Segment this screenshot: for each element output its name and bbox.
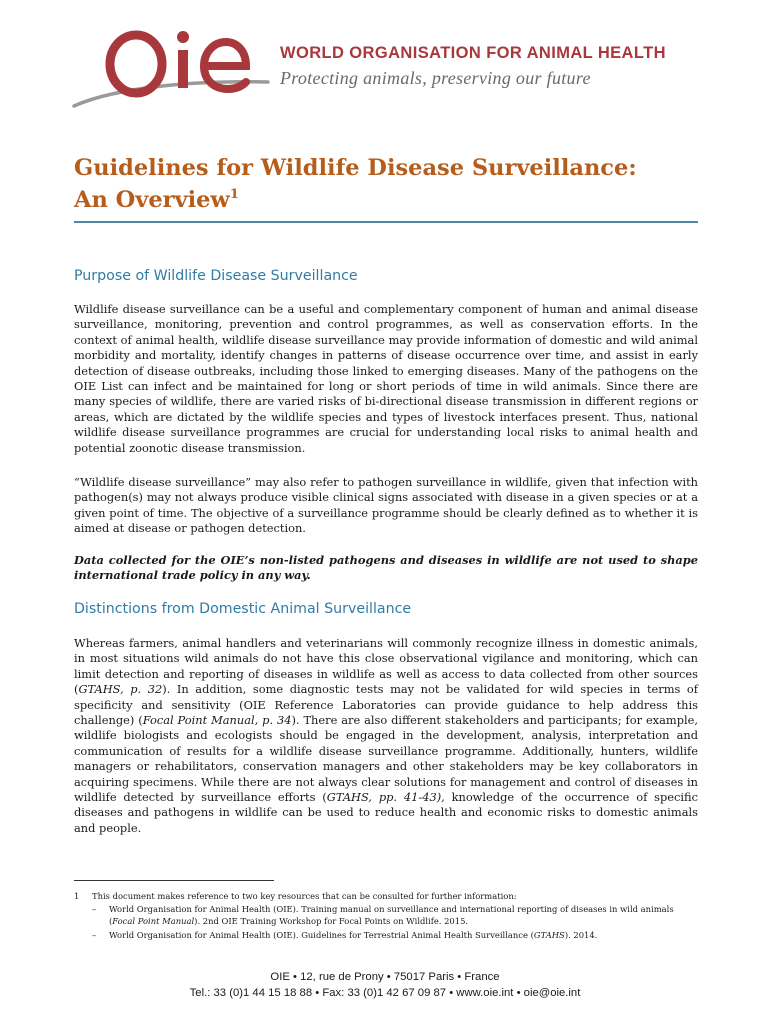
distinctions-text-d: knowledge of the occurrence of specific diseases and pathogens in wildlife can be used to reduce health and economic risks to domestic animals and people. [74,790,698,835]
title-line-1: Guidelines for Wildlife Disease Surveillance: [74,155,637,181]
footer-address: OIE • 12, rue de Prony • 75017 Paris • France [270,971,500,983]
oie-logo [70,28,690,110]
purpose-paragraph-2: “Wildlife disease surveillance” may also refer to pathogen surveillance in wildlife, given that infection with pathogen(s) may not always produce visible clinical signs associated with disease in a given species or at a given point of time. The objective of a surveillance programme should be clearly defined as to whether it is aimed at disease or pathogen detection. [74,475,698,536]
title-line-2-text: An Overview [74,187,230,213]
oie-logo-mark [70,28,270,110]
reference-focal-point-p34: Focal Point Manual, p. 34 [142,713,292,728]
distinctions-text-c: ). There are also different stakeholders and participants; for example, wildlife biologists and ecologists should be engaged in the development, analysis, interpretation and communication of results for a wildlife disease surveillance programme. Additionally, hunters, wildlife managers or rehabilitators, conservation managers and other stakeholders may be key collaborators in acquiring specimens. While there are not always clear solutions for management and control of diseases in wildlife detected by surveillance efforts ( [74,713,698,805]
footnote-intro-text: This document makes reference to two key resources that can be consulted for further information: [92,891,517,901]
footnote-dash: – [92,930,97,940]
footnote-item-2-ref: GTAHS [533,930,565,940]
title-divider [74,221,698,223]
trade-policy-note: Data collected for the OIE’s non-listed pathogens and diseases in wildlife are not used to shape international trade policy in any way. [74,553,698,583]
purpose-paragraph-1: Wildlife disease surveillance can be a useful and complementary component of human and animal disease surveillance, monitoring, prevention and control programmes, as well as conservation efforts. In the context of animal health, wildlife disease surveillance may provide information of domestic and wild animal morbidity and mortality, identify changes in patterns of disease occurrence over time, and assist in early detection of disease outbreaks, including those linked to emerging diseases. Many of the pathogens on the OIE List can infect and be maintained for long or short periods of time in wild animals. Since there are many species of wildlife, there are varied risks of bi-directional disease transmission in different regions or areas, which are dictated by the wildlife species and types of livestock interfaces present. Thus, national wildlife disease surveillance programmes are crucial for understanding local risks to animal health and potential zoonotic disease transmission. [74,302,698,455]
footnote-dash: – [92,904,97,914]
distinctions-text-a: Whereas farmers, animal handlers and veterinarians will commonly recognize illness in domestic animals, in most situations wild animals do not have this close observational vigilance and monitoring, which can limit detection and reporting of diseases in wildlife as well as access to data collected from other sources ( [74,636,698,697]
footnote-item-1-a: World Organisation for Animal Health (OIE). Training manual on surveillance and international reporting of diseases in wild animals ( [109,904,674,926]
reference-gtahs-pp41-43: GTAHS, pp. 41-43), [326,790,445,805]
section-heading-distinctions: Distinctions from Domestic Animal Surveillance [74,601,412,617]
organisation-tagline: Protecting animals, preserving our future [280,68,591,88]
footnote-item-2-a: World Organisation for Animal Health (OIE). Guidelines for Terrestrial Animal Health Surveillance ( [109,930,534,940]
title-line-2 [74,184,704,216]
section-heading-purpose: Purpose of Wildlife Disease Surveillance [74,268,358,284]
footer-contact: Tel.: 33 (0)1 44 15 18 88 • Fax: 33 (0)1 42 67 09 87 • www.oie.int • oie@oie.int [189,987,581,999]
footnote-item-2-b: ). 2014. [564,930,598,940]
footnote-item-1-b: ). 2nd OIE Training Workshop for Focal Points on Wildlife. 2015. [194,916,469,926]
footnote-mark: 1 [74,891,80,901]
footnote-item-2-text [109,929,699,941]
organisation-name: WORLD ORGANISATION FOR ANIMAL HEALTH [280,44,666,62]
distinctions-text-b: ). In addition, some diagnostic tests may not be validated for wild species in terms of specificity and sensitivity (OIE Reference Laboratories can provide guidance to help address this challenge) ( [74,682,698,728]
footnote-item-1-ref: Focal Point Manual [112,916,195,926]
title-footnote-mark: 1 [229,187,239,202]
document-title [74,152,704,216]
reference-gtahs-p32: GTAHS, p. 32 [78,682,163,697]
footnote-item-1-text [109,903,699,927]
footnote-divider [74,880,274,881]
distinctions-paragraph [74,636,698,836]
